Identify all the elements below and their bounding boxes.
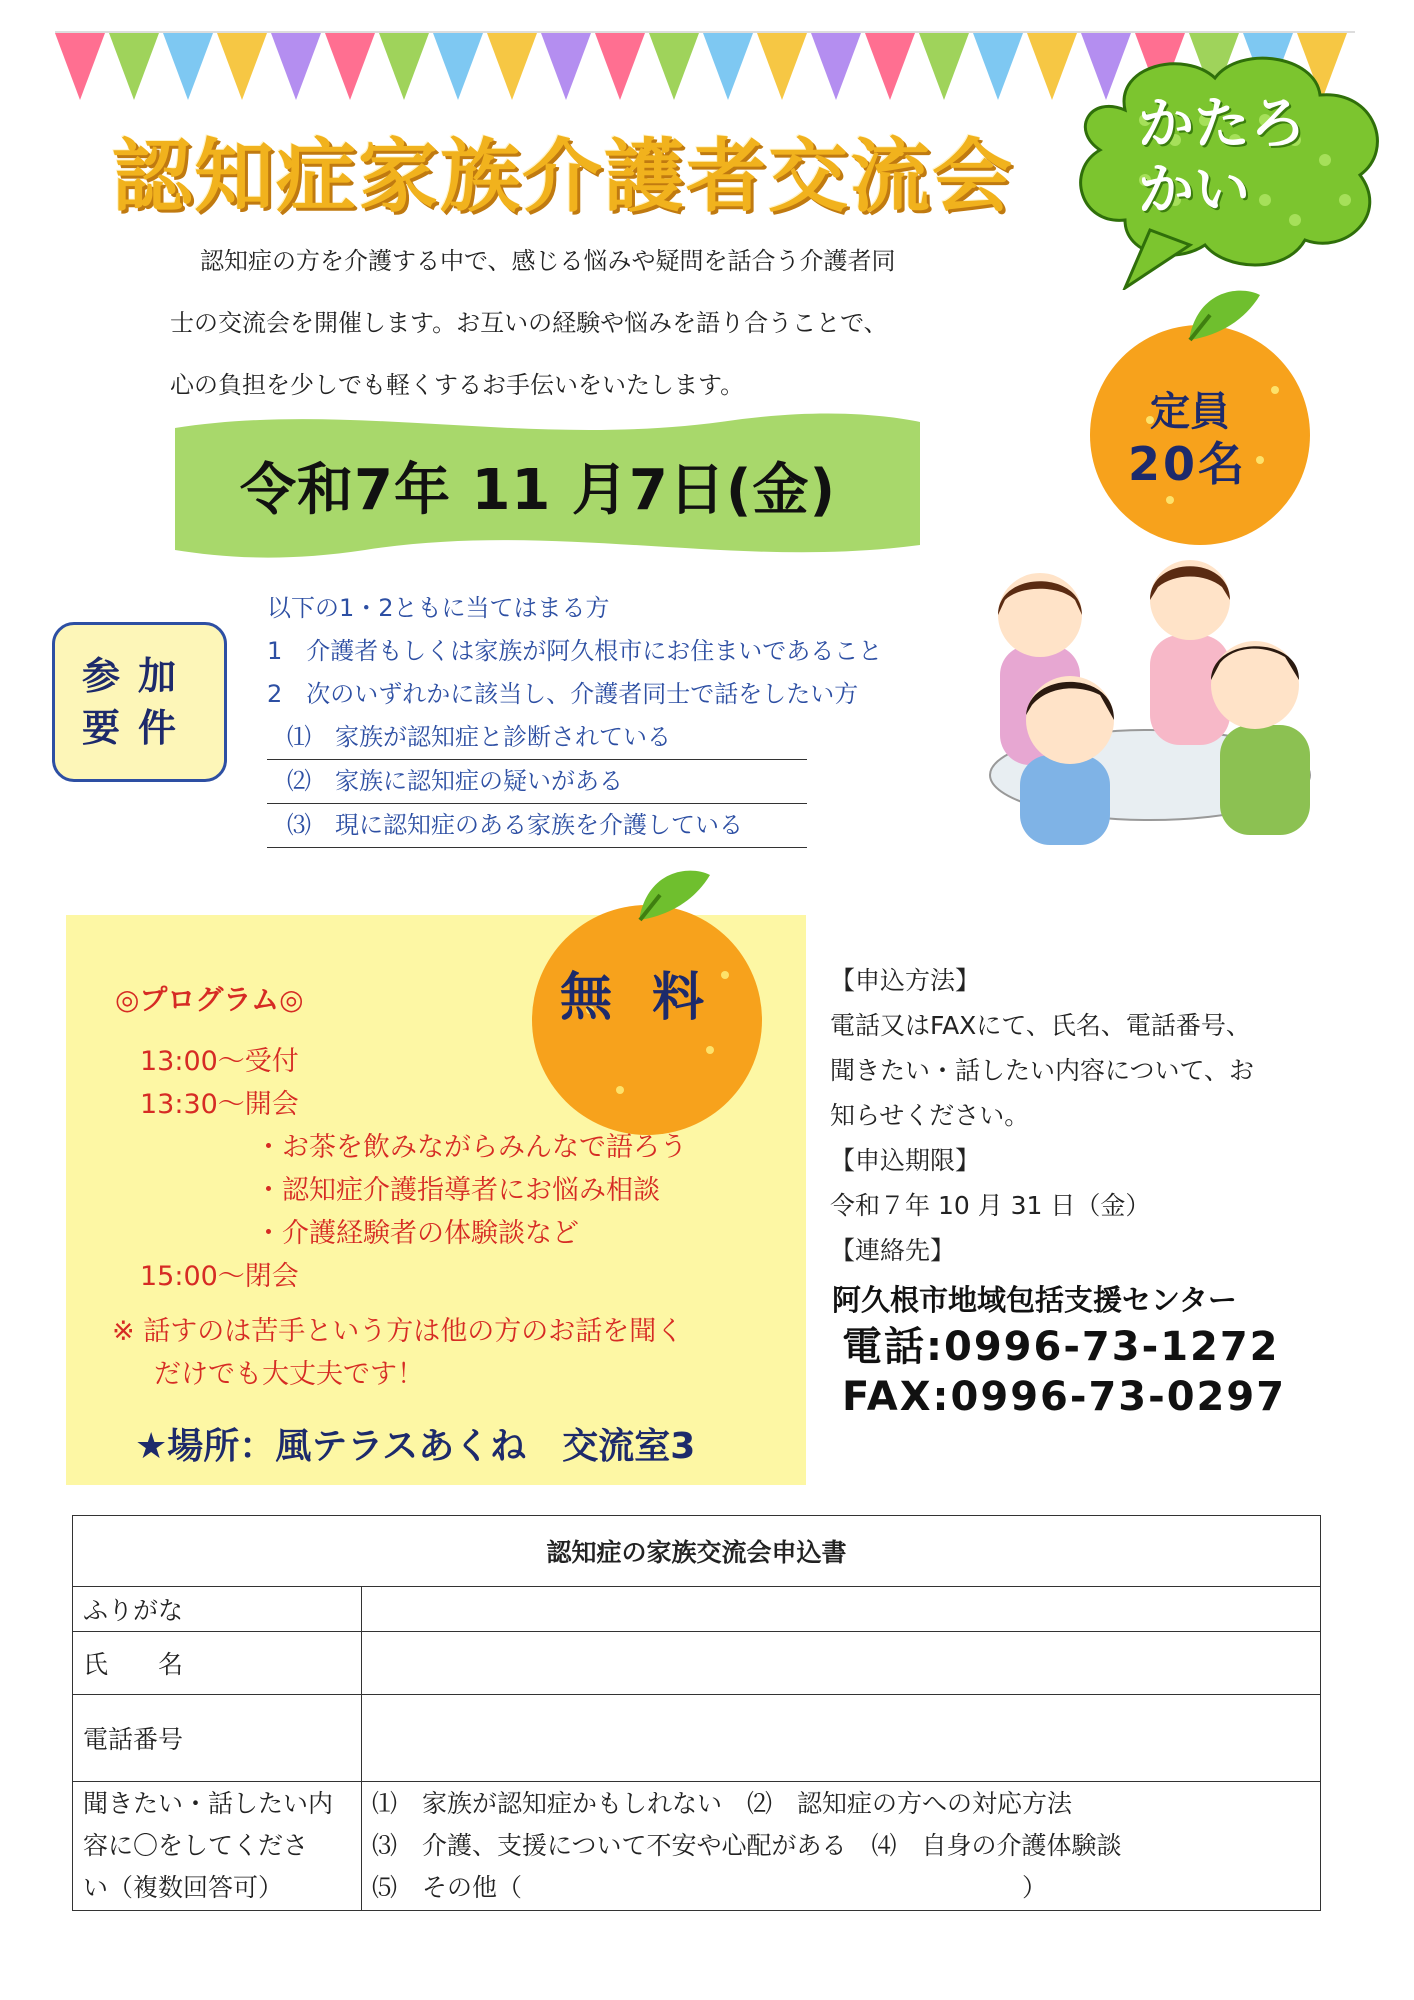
contact-center-name: 阿久根市地域包括支援センター (832, 1283, 1237, 1317)
requirement-item: 2 次のいずれかに該当し、介護者同士で話をしたい方 (267, 680, 859, 708)
schedule-item: 13:30～開会 (140, 1089, 299, 1120)
deadline-heading: 【申込期限】 (830, 1146, 981, 1175)
interest-label-line: い（複数回答可） (83, 1873, 284, 1902)
program-note (112, 1310, 683, 1396)
event-date: 令和7年 11 月7日(金) (240, 458, 837, 523)
intro-line-1: 認知症の方を介護する中で、感じる悩みや疑問を話合う介護者同 (200, 247, 896, 275)
requirement-subitem: ⑴ 家族が認知症と診断されている (267, 716, 807, 760)
interest-label-line: 聞きたい・話したい内 (83, 1789, 334, 1818)
schedule-subitem: ・介護経験者の体験談など (255, 1218, 579, 1249)
form-title: 認知症の家族交流会申込書 (73, 1516, 1321, 1587)
requirements-label (82, 650, 194, 754)
method-line: 聞きたい・話したい内容について、お (830, 1056, 1255, 1085)
venue: ★場所：風テラスあくね 交流室3 (135, 1426, 696, 1467)
method-line: 知らせください。 (830, 1101, 1030, 1130)
furigana-label: ふりがな (73, 1587, 362, 1632)
requirement-subitem: ⑶ 現に認知症のある家族を介護している (267, 804, 807, 848)
requirements-list (267, 587, 882, 848)
method-heading: 【申込方法】 (830, 966, 981, 995)
schedule-item: 15:00～閉会 (140, 1261, 299, 1292)
people-talking-illustration (980, 545, 1320, 845)
fax-number: FAX:0996-73-0297 (842, 1374, 1287, 1420)
capacity-label: 定員 (1150, 389, 1230, 435)
schedule-subitem: ・認知症介護指導者にお悩み相談 (255, 1175, 660, 1206)
intro-text (170, 230, 1070, 416)
contact-heading: 【連絡先】 (830, 1236, 956, 1265)
schedule-item: 13:00～受付 (140, 1046, 299, 1077)
interest-option-row[interactable]: ⑴ 家族が認知症かもしれない ⑵ 認知症の方への対応方法 (372, 1789, 1073, 1818)
cloud-line-2: かい (1138, 158, 1250, 223)
requirements-label-line-1: 参加 (82, 654, 195, 698)
phone-field[interactable] (362, 1695, 1321, 1782)
cloud-line-1: かたろ (1138, 92, 1306, 157)
interest-option-row[interactable]: ⑸ その他（ ） (372, 1873, 1048, 1902)
interest-label (73, 1782, 362, 1911)
requirement-item: 1 介護者もしくは家族が阿久根市にお住まいであること (267, 637, 883, 665)
furigana-field[interactable] (362, 1587, 1321, 1632)
deadline-date: 令和７年 10 月 31 日（金） (830, 1191, 1151, 1220)
page-title: 認知症家族介護者交流会 (112, 130, 1014, 223)
note-line-2: だけでも大丈夫です！ (154, 1359, 424, 1390)
program-title: ◎プログラム◎ (115, 983, 304, 1016)
phone-label: 電話番号 (73, 1695, 362, 1782)
interest-option-row[interactable]: ⑶ 介護、支援について不安や心配がある ⑷ 自身の介護体験談 (372, 1831, 1122, 1860)
schedule-subitem: ・お茶を飲みながらみんなで語ろう (255, 1132, 687, 1163)
free-label: 無料 (560, 968, 745, 1028)
program-schedule (140, 1040, 687, 1298)
intro-line-3: 心の負担を少しでも軽くするお手伝いをいたします。 (170, 371, 745, 399)
capacity-value: 20名 (1128, 437, 1248, 491)
application-info (830, 958, 1254, 1273)
intro-line-2: 士の交流会を開催します。お互いの経験や悩みを語り合うことで、 (170, 309, 888, 337)
interest-label-line: 容に〇をしてくださ (83, 1831, 309, 1860)
name-label: 氏 名 (73, 1632, 362, 1695)
requirements-lead: 以下の1・2ともに当てはまる方 (267, 594, 610, 622)
application-form (72, 1515, 1321, 1911)
contact-numbers (842, 1322, 1286, 1422)
requirements-label-line-2: 要件 (82, 706, 195, 750)
phone-number: 電話:0996-73-1272 (842, 1324, 1280, 1370)
interest-options[interactable] (362, 1782, 1321, 1911)
requirement-subitem: ⑵ 家族に認知症の疑いがある (267, 760, 807, 804)
method-line: 電話又はFAXにて、氏名、電話番号、 (830, 1011, 1251, 1040)
note-line-1: ※ 話すのは苦手という方は他の方のお話を聞く (112, 1316, 684, 1347)
name-field[interactable] (362, 1632, 1321, 1695)
cloud-text (1138, 92, 1306, 224)
